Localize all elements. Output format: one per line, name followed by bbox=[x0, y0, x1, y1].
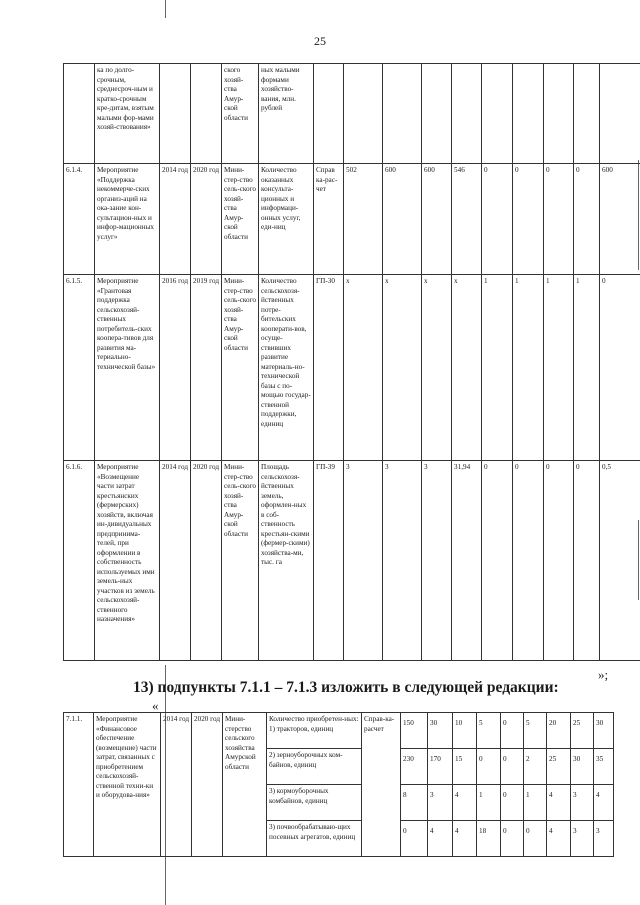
value-cell: 0 bbox=[501, 713, 524, 749]
value-cell: 0 bbox=[574, 164, 600, 275]
value-cell: 0 bbox=[501, 821, 524, 857]
measure-number: 7.1.1. bbox=[64, 713, 94, 857]
end-year: 2020 год bbox=[191, 164, 222, 275]
measure-number: 6.1.6. bbox=[64, 461, 95, 661]
value-cell bbox=[574, 64, 600, 164]
page-number: 25 bbox=[314, 34, 326, 48]
value-cell: х bbox=[422, 275, 452, 461]
table-row bbox=[64, 164, 640, 275]
value-cell: 170 bbox=[428, 749, 453, 785]
value-cell: 4 bbox=[428, 821, 453, 857]
value-cell: 3 bbox=[428, 785, 453, 821]
value-cell: 1 bbox=[524, 785, 547, 821]
value-cell: 0 bbox=[477, 749, 501, 785]
measure-name: Мероприятие «Поддержка некоммерче-ских организ-аций на ока-зание кон-сультацион-ных и инфор-мационных услуг» bbox=[95, 164, 160, 275]
value-cell bbox=[422, 64, 452, 164]
measure-name: ка по долго-срочным, среднесроч-ным и кратко-срочным кре-дитам, взятым малыми фор-мами хозяй-ствования» bbox=[95, 64, 160, 164]
value-cell: 4 bbox=[453, 785, 477, 821]
value-cell: 0 bbox=[600, 275, 640, 461]
indicator: Площадь сельскохозя-йственных земель, оформлен-ных в соб-ственность крестьян-скими (фермер-скими) хозяйства-ми, тыс. га bbox=[259, 461, 314, 661]
value-cell: 230 bbox=[401, 749, 428, 785]
value-cell: 0 bbox=[482, 461, 513, 661]
value-cell: 1 bbox=[482, 275, 513, 461]
executor: Мини-стер-ство сель-ского хозяй-ства Амур-ской области bbox=[222, 461, 259, 661]
end-year: 2019 год bbox=[191, 275, 222, 461]
indicator: 3) кормоуборочных комбайнов, единиц bbox=[267, 785, 362, 821]
measure-name: Мероприятие «Финансовое обеспечение (возмещение) части затрат, связанных с приобретением сельскохозяй-ственной техни-ки и оборудова-ния» bbox=[94, 713, 161, 857]
value-cell: 0,5 bbox=[600, 461, 640, 661]
value-cell: 30 bbox=[594, 713, 614, 749]
table-row bbox=[64, 275, 640, 461]
data-source: ГП-39 bbox=[314, 461, 344, 661]
value-cell: 30 bbox=[571, 749, 594, 785]
indicator: Количество оказанных консульта-ционных и информаци-онных услуг, еди-ниц bbox=[259, 164, 314, 275]
value-cell: 25 bbox=[571, 713, 594, 749]
margin-line bbox=[165, 0, 166, 18]
value-cell: 2 bbox=[524, 749, 547, 785]
value-cell bbox=[600, 64, 640, 164]
value-cell: 546 bbox=[452, 164, 482, 275]
value-cell: х bbox=[452, 275, 482, 461]
value-cell bbox=[383, 64, 422, 164]
value-cell: 0 bbox=[513, 164, 544, 275]
value-cell: 0 bbox=[501, 749, 524, 785]
value-cell: 4 bbox=[547, 785, 571, 821]
indicator: ных малыми формами хозяйство-вания, млн. рублей bbox=[259, 64, 314, 164]
indicator: Количество приобретен-ных: 1) тракторов, единиц bbox=[267, 713, 362, 749]
value-cell: 1 bbox=[513, 275, 544, 461]
executor: Мини-стер-ство сель-ского хозяй-ства Амур-ской области bbox=[222, 164, 259, 275]
value-cell: 3 bbox=[571, 821, 594, 857]
start-year: 2016 год bbox=[160, 275, 191, 461]
end-year bbox=[191, 64, 222, 164]
value-cell: 35 bbox=[594, 749, 614, 785]
table-row bbox=[64, 461, 640, 661]
value-cell: 20 bbox=[547, 713, 571, 749]
value-cell: 0 bbox=[401, 821, 428, 857]
value-cell: 3 bbox=[571, 785, 594, 821]
value-cell: 1 bbox=[477, 785, 501, 821]
value-cell: 150 bbox=[401, 713, 428, 749]
measures-table-continued bbox=[63, 63, 640, 661]
value-cell: 600 bbox=[383, 164, 422, 275]
value-cell: 4 bbox=[453, 821, 477, 857]
measure-name: Мероприятие «Возмещение части затрат крестьянских (фермерских) хозяйств, включая ин-дивидуальных предпринима-телей, при оформлении в собственность используемых ими земель-ных участков из земель сельскохозяй-ственного назначения» bbox=[95, 461, 160, 661]
end-year: 2020 год bbox=[191, 461, 222, 661]
value-cell: 5 bbox=[524, 713, 547, 749]
measure-number bbox=[64, 64, 95, 164]
value-cell bbox=[482, 64, 513, 164]
start-year bbox=[160, 64, 191, 164]
data-source: Справ-ка-расчет bbox=[362, 713, 401, 857]
value-cell: 0 bbox=[513, 461, 544, 661]
value-cell bbox=[452, 64, 482, 164]
value-cell: 3 bbox=[344, 461, 383, 661]
value-cell: 25 bbox=[547, 749, 571, 785]
indicator: 3) почвообрабатываю-щих посевных агрегатов, единиц bbox=[267, 821, 362, 857]
executor: Мини-стерство сельского хозяйства Амурской области bbox=[223, 713, 267, 857]
measure-number: 6.1.4. bbox=[64, 164, 95, 275]
value-cell: 0 bbox=[524, 821, 547, 857]
value-cell: 0 bbox=[482, 164, 513, 275]
value-cell: 3 bbox=[594, 821, 614, 857]
value-cell: 30 bbox=[428, 713, 453, 749]
measure-number: 6.1.5. bbox=[64, 275, 95, 461]
value-cell: 0 bbox=[574, 461, 600, 661]
value-cell: 4 bbox=[594, 785, 614, 821]
value-cell: 31,94 bbox=[452, 461, 482, 661]
indicator: Количество сельскохозя-йственных потре-бительских кооперати-вов, осуще-ствивших развитие материаль-но-технической базы с по-мощью государ-ственной поддержки, единиц bbox=[259, 275, 314, 461]
executor: ского хозяй-ства Амур-ской области bbox=[222, 64, 259, 164]
table-row bbox=[64, 64, 640, 164]
end-year: 2020 год bbox=[192, 713, 223, 857]
value-cell: 0 bbox=[544, 461, 574, 661]
value-cell: х bbox=[383, 275, 422, 461]
start-year: 2014 год bbox=[160, 461, 191, 661]
value-cell: 3 bbox=[383, 461, 422, 661]
value-cell: 600 bbox=[422, 164, 452, 275]
executor: Мини-стер-ство сель-ского хозяй-ства Амур-ской области bbox=[222, 275, 259, 461]
start-year: 2014 год bbox=[161, 713, 192, 857]
table-row bbox=[64, 713, 614, 749]
value-cell bbox=[544, 64, 574, 164]
indicator: 2) зерноуборочных ком-байнов, единиц bbox=[267, 749, 362, 785]
value-cell: 600 bbox=[600, 164, 640, 275]
value-cell: 5 bbox=[477, 713, 501, 749]
value-cell: 0 bbox=[501, 785, 524, 821]
value-cell: х bbox=[344, 275, 383, 461]
value-cell: 15 bbox=[453, 749, 477, 785]
value-cell: 3 bbox=[422, 461, 452, 661]
value-cell: 18 bbox=[477, 821, 501, 857]
value-cell: 502 bbox=[344, 164, 383, 275]
measure-7-1-1-table bbox=[63, 712, 614, 857]
data-source: ГП-30 bbox=[314, 275, 344, 461]
value-cell: 10 bbox=[453, 713, 477, 749]
start-year: 2014 год bbox=[160, 164, 191, 275]
value-cell: 0 bbox=[544, 164, 574, 275]
data-source: Справ ка-рас-чет bbox=[314, 164, 344, 275]
measure-name: Мероприятие «Грантовая поддержка сельскохозяй-ственных потребитель-ских коопера-тивов для развития ма-териально-технической базы» bbox=[95, 275, 160, 461]
value-cell: 8 bbox=[401, 785, 428, 821]
value-cell bbox=[344, 64, 383, 164]
value-cell: 1 bbox=[574, 275, 600, 461]
value-cell bbox=[513, 64, 544, 164]
value-cell: 1 bbox=[544, 275, 574, 461]
closing-quote: »; bbox=[598, 667, 609, 682]
open-quote: « bbox=[152, 698, 159, 713]
section-heading: 13) подпункты 7.1.1 – 7.1.3 изложить в следующей редакции: bbox=[133, 679, 559, 696]
value-cell: 4 bbox=[547, 821, 571, 857]
data-source bbox=[314, 64, 344, 164]
